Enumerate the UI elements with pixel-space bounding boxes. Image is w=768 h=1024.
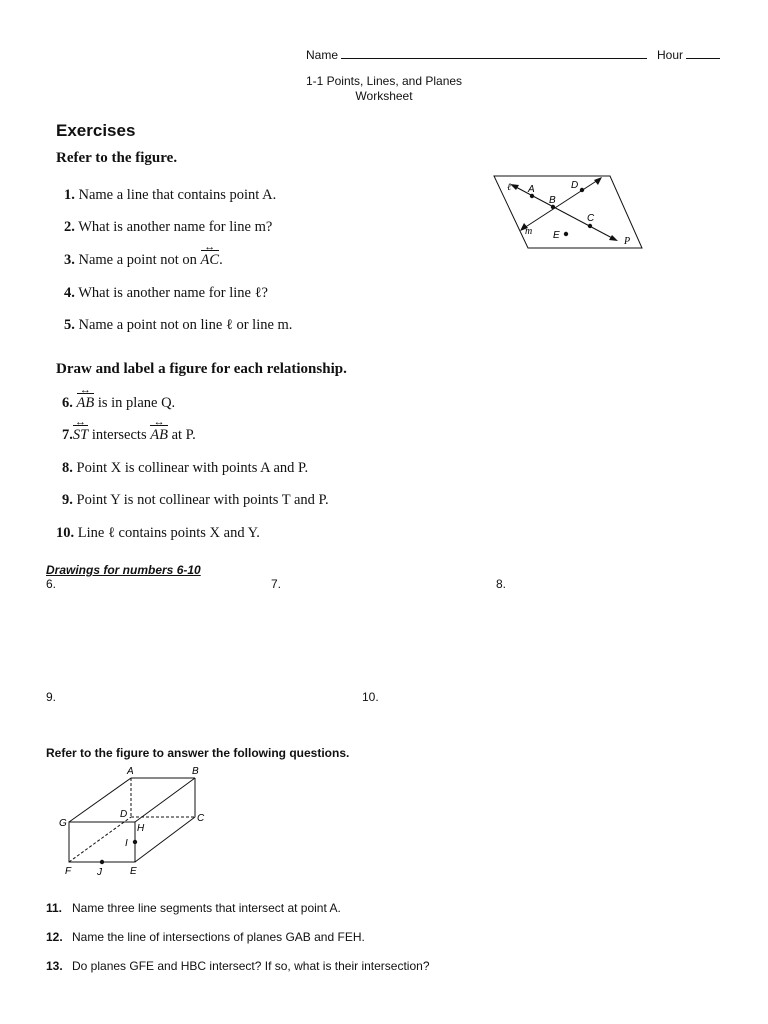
hour-line [657, 46, 720, 62]
arrow-p-end [609, 235, 618, 241]
label-a: A [127, 766, 134, 777]
label-j: J [97, 867, 102, 878]
point-e [564, 232, 568, 236]
label-b: B [192, 766, 199, 777]
hour-field[interactable] [686, 46, 720, 59]
exercises-heading: Exercises [56, 121, 136, 140]
draw-text: Line ℓ contains points X and Y. [77, 525, 260, 541]
question-13: 13. Do planes GFE and HBC intersect? If so, what is their intersection? [46, 959, 430, 973]
exercise-text: What is another name for line ℓ? [78, 285, 268, 301]
question-text: Name three line segments that intersect at point A. [72, 901, 341, 915]
label-h: H [137, 823, 145, 834]
name-line [306, 46, 647, 62]
point-c [588, 224, 592, 228]
exercise-text: What is another name for line m? [78, 219, 273, 235]
label-m: m [525, 226, 533, 237]
point-d [580, 188, 584, 192]
line-st-notation: ST ↔ [73, 427, 88, 444]
label-b: B [549, 195, 556, 206]
label-a: A [528, 184, 535, 195]
title-line-2: Worksheet [355, 89, 413, 103]
question-12: 12. Name the line of intersections of planes GAB and FEH. [46, 930, 365, 944]
label-e: E [553, 230, 560, 241]
box-section-heading: Refer to the figure to answer the following questions. [46, 746, 350, 760]
drawing-slot-6: 6. [46, 577, 57, 591]
drawings-heading: Drawings for numbers 6-10 [46, 563, 201, 577]
label-plane-p: P [624, 236, 631, 247]
line-ac-notation: AC ↔ [201, 252, 220, 269]
plane-figure [490, 172, 646, 252]
exercise-3: 3. Name a point not on AC ↔. [64, 252, 223, 269]
draw-item-10: 10. Line ℓ contains points X and Y. [56, 525, 260, 541]
exercise-1: 1. Name a line that contains point A. [64, 187, 277, 203]
refer-heading: Refer to the figure. [56, 150, 178, 166]
draw-item-8: 8. Point X is collinear with points A and P. [62, 460, 309, 476]
label-d: D [571, 180, 579, 191]
arrow-l-end [510, 184, 519, 190]
drawing-slot-9: 9. [46, 690, 57, 704]
point-j [100, 860, 104, 864]
draw-heading: Draw and label a figure for each relationship. [56, 361, 347, 377]
exercise-4: 4. What is another name for line ℓ? [64, 285, 268, 301]
draw-item-9: 9. Point Y is not collinear with points T and P. [62, 492, 329, 508]
exercise-5: 5. Name a point not on line ℓ or line m. [64, 317, 293, 333]
label-e: E [130, 866, 137, 877]
draw-text: Point Y is not collinear with points T and P. [76, 492, 329, 508]
draw-text: Point X is collinear with points A and P. [76, 460, 309, 476]
question-text: Do planes GFE and HBC intersect? If so, what is their intersection? [72, 959, 430, 973]
hour-label: Hour [657, 48, 684, 62]
line-ab-notation: AB ↔ [77, 395, 95, 412]
title-line-1: 1-1 Points, Lines, and Planes [305, 74, 463, 88]
question-11: 11. Name three line segments that intersect at point A. [46, 901, 341, 915]
label-c: C [587, 213, 595, 224]
exercise-2: 2. What is another name for line m? [64, 219, 273, 235]
drawing-slot-7: 7. [271, 577, 282, 591]
label-f: F [65, 866, 72, 877]
drawing-slot-8: 8. [496, 577, 507, 591]
arrow-d-end [594, 177, 602, 185]
question-text: Name the line of intersections of planes GAB and FEH. [72, 930, 365, 944]
name-label: Name [306, 48, 339, 62]
exercise-text: Name a point not on line ℓ or line m. [78, 317, 293, 333]
line-ab-notation: AB ↔ [150, 427, 168, 444]
draw-item-7: 7.ST ↔ intersects AB ↔ at P. [62, 427, 196, 444]
label-i: I [125, 838, 128, 849]
point-i [133, 840, 137, 844]
name-field[interactable] [341, 46, 647, 59]
draw-item-6: 6. AB ↔ is in plane Q. [62, 395, 175, 412]
label-g: G [59, 818, 67, 829]
drawing-slot-10: 10. [362, 690, 379, 704]
label-d: D [120, 809, 128, 820]
label-c: C [197, 813, 205, 824]
worksheet-title [284, 74, 484, 104]
box-figure [55, 762, 215, 880]
label-l: ℓ [507, 182, 512, 193]
exercise-text: Name a line that contains point A. [78, 187, 277, 203]
